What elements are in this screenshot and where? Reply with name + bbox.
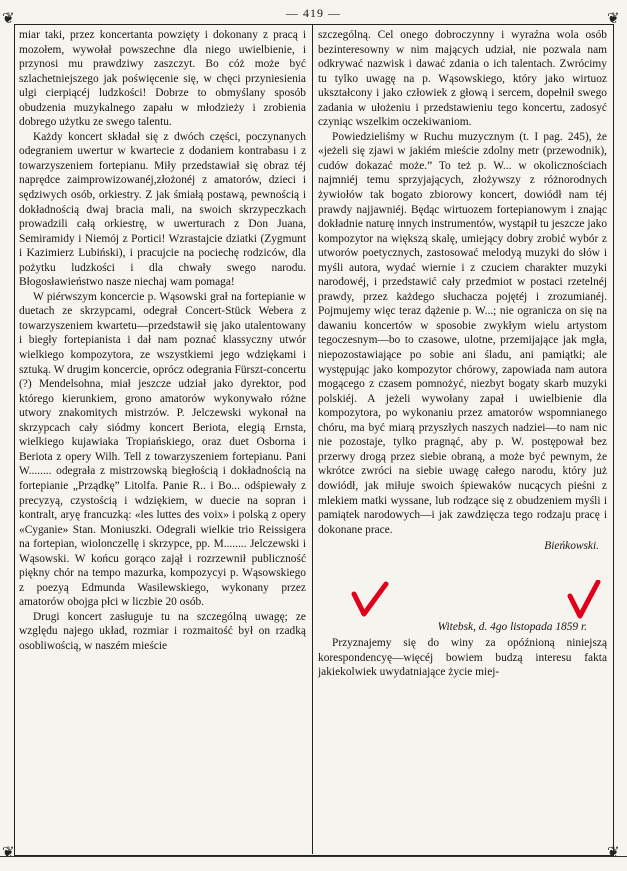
- checkmark-icon: [564, 580, 604, 620]
- paragraph: Przyznajemy się do winy za opóźnioną niniejszą korespondencyę—więcéj bowiem budzą interesu fakta jakiekolwiek uwydatniające życie miej-: [318, 637, 607, 679]
- bottom-rule: [0, 856, 627, 857]
- dateline: Witebsk, d. 4go listopada 1859 r.: [437, 620, 587, 633]
- left-column: [19, 28, 306, 852]
- paragraph: miar taki, przez koncertanta powzięty i dokonany z pracą i mozołem, wywołał powszechne dla niego uwielbienie, i przynosi mu prawdziwy zaszczyt. Bo cóż może być szlachetniejszego jak poświęcenie się, w chęci przyniesienia ulgi cierpiącéj ludzkości! Dobrze to obmyślany sposób obudzenia muzykalnego zapału w młodzieży i zrobienia dobrego użytku ze swego talentu.: [19, 29, 306, 129]
- corner-ornament-icon: ❦: [2, 845, 15, 861]
- corner-ornament-icon: ❦: [607, 11, 620, 27]
- author-signature: Bieńkowski.: [544, 540, 599, 553]
- right-column: [318, 28, 607, 852]
- annotation-area: [318, 554, 607, 620]
- paragraph: Drugi koncert zasługuje tu na szczególną uwagę; ze względu najego układ, rozmiar i rozmaitość był on rzadką osobliwością, w naszém mieście: [19, 610, 306, 652]
- paragraph: szczególną. Cel onego dobroczynny i wyraźna wola osób bezinteresowny w nim mających udział, nie pozwala nam odkrywać nazwisk i dawać zdania o ich talentach. Zwrócimy tu tylko uwagę na p. Wąsowskiego, który jako wirtuoz ukształcony i jako człowiek z głową i sercem, dopełnił swego zadania w ułożeniu i przedstawieniu tego koncertu, zadosyć czyniąc wszelkim oczekiwaniom.: [318, 29, 607, 129]
- paragraph: Powiedzieliśmy w Ruchu muzycznym (t. I pag. 245), że «jeżeli się zjawi w jakiém mieście zdolny metr (przewodnik), cudów dokazać może.” To też p. W... w okolicznościach najmniéj temu sprzyjających, złożywszy z różnorodnych żywiołów tak bogato zbiorowy koncert, dowiódł nam téj prawdy najjawniéj. Będąc wirtuozem fortepianowym i znając dokładnie naturę innych instrumentów, wystąpił tu jeszcze jako kompozytor na większą skalę, umiejący dobry zrobić wybór z utworów poetycznych, zastosować melodyą muzyki do słów i myśli autora, wydać wiernie i z czuciem charakter muzyki narodowéj, i przedstawić cały przedmiot w postaci rzetelnéj prawdy, przez każdego słuchacza pojętéj i zrozumianéj. Pojmujemy więc teraz dążenie p. W...; nie ogranicza on się na dawaniu koncertów w sposobie zwykłym wielu artystom tegoczesnym—bo to czasowe, ulotne, przemijające jak mgła, niepozostawiające po sobie ani śladu, ani pamiątki; ale występując jako kompozytor chórowy, zapowiada nam autora mogącego z czasem pomnożyć, niezbyt bogaty skarb muzyki polskiéj. A jeżeli wywołany zapał i uwielbienie dla kompozytora, po wykonaniu przez amatorów wspomnianego chóru, ma być miarą przyszłych naszych nadziei—to nam nic nie pozostaje, tylko pragnąć, aby p. W. postępował bez przerwy drogą przez siebie obraną, a może być pewnym, że wkrótce zwróci na siebie uwagę całego narodu, który już dowiódł, jak miłuje swoich śpiewaków nucących pieśni z mlekiem matki wyssane, lub rodzące się z obudzeniem myśli i pamiątek narodowych—i jak zawdzięcza tego rodzaju pracę i dokonane prace.: [318, 130, 607, 536]
- column-divider: [312, 24, 313, 854]
- paragraph: W piérwszym koncercie p. Wąsowski grał na fortepianie w duetach ze skrzypcami, odegrał Concert-Stück Webera z towarzyszeniem kwartetu—przedstawił się jako utalentowany i biegły fortepianista i dał nam poznać klassyczny utwór wielkiego kompozytora, ze wszystkiemi jego wdziękami i sztuką. W drugim koncercie, oprócz odegrania Fürszt-concertu (?) Mendelsohna, miał jeszcze udział jako dyrektor, pod którego kierunkiem, grono amatorów wykonywało różne utwory znakomitych mistrzów. P. Jelczewski wykonał na skrzypcach cały siódmy koncert Beriota, elegią Ernsta, wielkiego kujawiaka Tropiańskiego, oraz duet Osborna i Beriota z opery Wilh. Tell z towarzyszeniem fortepianu. Pani W........ odegrała z mistrzowską biegłością i dokładnością na fortepianie „Prządkę” Litolfa. Panie R.. i Bo... odśpiewały z precyzyą, czystością i wdziękiem, w duecie na sopran i kontralt, aryę francuzką: «les luttes des voix» i polską z opery «Cyganie» Stan. Moniuszki. Odegrali wielkie trio Reissigera na fortepian, wiolonczellę i skrzypce, pp. M........ Jelczewski i Wąsowski. W końcu gorąco zajął i rozrzewnił publiczność piękny chór na tempo mazurka, kompozycyi p. Wąsowskiego z poezyą Edmunda Wasilewskiego, wykonany przez amatorów obojga płci w liczbie 20 osób.: [19, 290, 306, 609]
- corner-ornament-icon: ❦: [2, 11, 15, 27]
- checkmark-icon: [350, 580, 390, 620]
- corner-ornament-icon: ❦: [607, 845, 620, 861]
- page-number: — 419 —: [286, 6, 341, 20]
- paragraph: Każdy koncert składał się z dwóch części, poczynanych odegraniem uwertur w kwartecie z dodaniem kontrabasu i z towarzyszeniem fortepianu. Miły przedstawiał się obraz téj naprędce zaimprowizowanéj,złożonéj z amatorów, dzieci i sędziwych osób, orkiestry. Z jak śmiałą postawą, pewnością i dokładnością dwaj bracia mali, na swoich skrzypeczkach prowadzili całą orkiestrę, w uwerturach z Don Juana, Semiramidy i Niemój z Portici! Wzrastajcie dziatki (Zygmunt i Kazimierz Lubiński), i pracujcie na pociechę rodziców, dla pożytku ludzkości i dla chwały swego narodu. Błogosławieństwo nasze niechaj wam pomaga!: [19, 130, 306, 289]
